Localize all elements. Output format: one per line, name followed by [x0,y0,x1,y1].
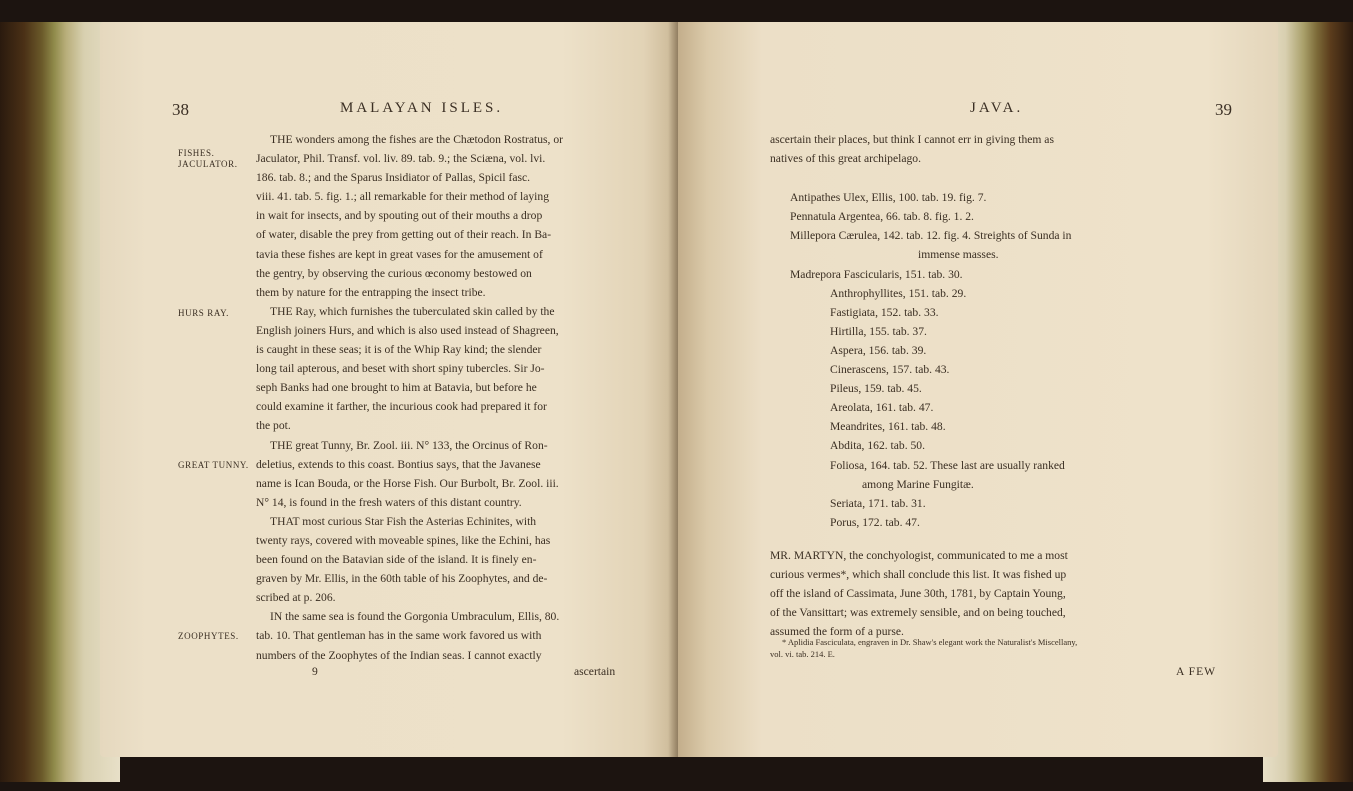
left-page-number: 38 [172,100,189,119]
text-line: graven by Mr. Ellis, in the 60th table of his Zoophytes, and de- [256,572,548,586]
text-line: in wait for insects, and by spouting out of their mouths a drop [256,209,543,223]
right-page-number: 39 [1215,100,1232,119]
species-line: Antipathes Ulex, Ellis, 100. tab. 19. fig. 7. [790,191,987,205]
species-line: immense masses. [918,248,999,262]
species-line: Anthrophyllites, 151. tab. 29. [830,286,967,300]
text-line: 186. tab. 8.; and the Sparus Insidiator of Pallas, Spicil fasc. [256,171,531,185]
species-line: Areolata, 161. tab. 47. [830,401,934,415]
text-line: THE wonders among the fishes are the Chætodon Rostratus, or [270,133,564,146]
text-line: numbers of the Zoophytes of the Indian seas. I cannot exactly [256,648,542,662]
text-line: them by nature for the entrapping the insect tribe. [256,285,486,299]
text-line: natives of this great archipelago. [770,152,921,166]
text-line: tavia these fishes are kept in great vases for the amusement of [256,247,543,261]
text-line: long tail apterous, and beset with short spiny tubercles. Sir Jo- [256,362,545,376]
text-line: name is Ican Bouda, or the Horse Fish. Our Burbolt, Br. Zool. iii. [256,476,559,490]
species-line: Seriata, 171. tab. 31. [830,496,926,510]
species-line: Cinerascens, 157. tab. 43. [830,363,950,377]
species-line: Millepora Cærulea, 142. tab. 12. fig. 4. Streights of Sunda in [790,229,1072,243]
text-line: English joiners Hurs, and which is also used instead of Shagreen, [256,323,559,337]
catchword-right: A FEW [1176,665,1217,678]
species-line: Madrepora Fascicularis, 151. tab. 30. [790,267,963,281]
text-line: could examine it farther, the incurious cook had prepared it for [256,400,547,414]
text-line: THE great Tunny, Br. Zool. iii. N° 133, the Orcinus of Ron- [270,438,548,452]
margin-note-zoophytes: ZOOPHYTES. [178,631,239,641]
species-line: Pileus, 159. tab. 45. [830,382,922,396]
species-line: among Marine Fungitæ. [862,477,974,491]
margin-note-great-tunny: GREAT TUNNY. [178,460,249,470]
text-line: N° 14, is found in the fresh waters of this distant country. [256,495,522,509]
species-line: Foliosa, 164. tab. 52. These last are usually ranked [830,458,1065,472]
left-running-head: MALAYAN ISLES. [340,100,504,116]
left-body-text [256,130,628,665]
text-line: is caught in these seas; it is of the Whip Ray kind; the slender [256,343,542,357]
species-line: Pennatula Argentea, 66. tab. 8. fig. 1. 2. [790,210,974,224]
text-line: MR. MARTYN, the conchyologist, communicated to me a most [770,548,1068,562]
margin-note-hurs-ray: HURS RAY. [178,308,229,318]
footnote-line-1: * Aplidia Fasciculata, engraven in Dr. Shaw's elegant work the Naturalist's Miscellany, [782,637,1078,647]
text-line: deletius, extends to this coast. Bontius says, that the Javanese [256,457,541,471]
text-line: viii. 41. tab. 5. fig. 1.; all remarkable for their method of laying [256,190,549,204]
text-line: ascertain their places, but think I cannot err in giving them as [770,133,1054,146]
species-line: Abdita, 162. tab. 50. [830,439,925,453]
text-line: seph Banks had one brought to him at Batavia, but before he [256,381,537,395]
text-line: assumed the form of a purse. [770,625,904,639]
text-line: THE Ray, which furnishes the tuberculated skin called by the [270,304,555,318]
text-line: scribed at p. 206. [256,591,336,605]
footnote-line-2: vol. vi. tab. 214. E. [770,649,835,659]
text-line: curious vermes*, which shall conclude this list. It was fished up [770,567,1067,581]
text-line: been found on the Batavian side of the island. It is finely en- [256,553,537,567]
signature-mark: 9 [312,665,318,678]
text-line: IN the same sea is found the Gorgonia Umbraculum, Ellis, 80. [270,610,560,624]
species-line: Meandrites, 161. tab. 48. [830,420,946,434]
right-body-text [770,130,1190,641]
text-line: of water, disable the prey from getting out of their reach. In Ba- [256,228,552,242]
right-running-head: JAVA. [970,100,1024,116]
left-page [100,22,678,757]
species-line: Fastigiata, 152. tab. 33. [830,305,939,319]
margin-note-fishes: FISHES. [178,148,215,158]
margin-note-jaculator: JACULATOR. [178,159,238,169]
right-page [678,22,1278,757]
species-line: Aspera, 156. tab. 39. [830,343,927,357]
text-line: THAT most curious Star Fish the Asterias Echinites, with [270,514,537,528]
text-line: Jaculator, Phil. Transf. vol. liv. 89. tab. 9.; the Sciæna, vol. lvi. [256,152,546,166]
species-line: Hirtilla, 155. tab. 37. [830,324,927,338]
text-line: the pot. [256,419,291,433]
text-line: of the Vansittart; was extremely sensible, and on being touched, [770,606,1066,620]
catchword-left: ascertain [574,665,616,678]
text-line: tab. 10. That gentleman has in the same work favored us with [256,629,542,643]
text-line: twenty rays, covered with moveable spines, like the Echini, has [256,533,551,547]
species-line: Porus, 172. tab. 47. [830,515,920,529]
text-line: the gentry, by observing the curious œconomy bestowed on [256,266,532,280]
text-line: off the island of Cassimata, June 30th, 1781, by Captain Young, [770,587,1066,601]
